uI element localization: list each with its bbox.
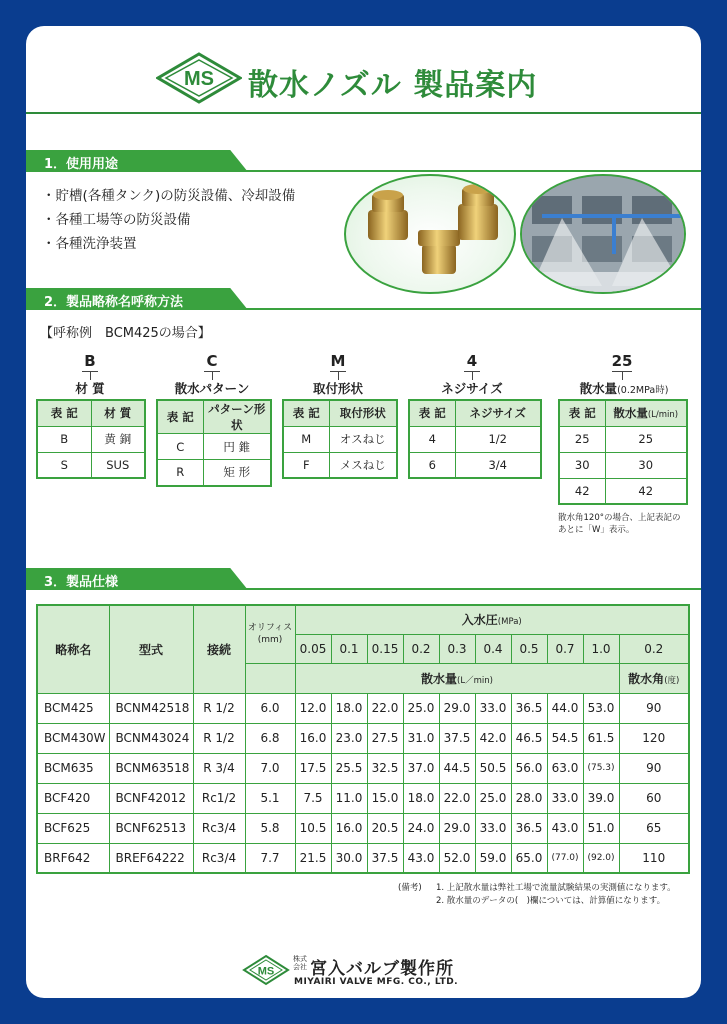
code-letter-material: B [84,352,96,370]
footer-ms-logo-icon [242,954,290,986]
table-row [37,723,689,753]
table-cell: 16.0 [295,723,331,753]
col-pressure: 入水圧(MPa) [295,605,689,634]
table-cell: 20.5 [367,813,403,843]
code-caption-flow: 散水量(0.2MPa時) [579,381,669,396]
table-cell: 51.0 [583,813,619,843]
table-cell: BCNM43024 [109,723,193,753]
table-cell: 61.5 [583,723,619,753]
ms-logo-icon [156,52,242,104]
table-cell: 18.0 [403,783,439,813]
remarks-label: (備考) [398,883,422,893]
footer-kabushiki: 株式会社 [293,955,307,971]
table-row [37,693,689,723]
code-letter-mount: M [330,352,346,370]
table-cell: 90 [619,693,689,723]
section1-label: 1．使用用途 [44,157,119,172]
table-cell: 22.0 [439,783,475,813]
section2-label: 2．製品略称名呼称方法 [44,295,184,310]
code-caption-material: 材 質 [75,381,105,396]
section3-header [26,568,701,590]
table-cell: Rc1/2 [193,783,245,813]
table-cell: 32.5 [367,753,403,783]
brochure-sheet [26,26,701,998]
code-letter-thread: 4 [466,352,478,370]
table-row [37,753,689,783]
thread-table: 表 記 ネジサイズ 4 1/2 6 3/4 [408,399,542,479]
table-cell: BCNF62513 [109,813,193,843]
table-cell: 37.5 [439,723,475,753]
code-letter-flow: 25 [611,352,633,370]
table-row [37,813,689,843]
table-cell: 29.0 [439,693,475,723]
table-row: R 矩 形 [157,460,271,486]
table-cell: Rc3/4 [193,813,245,843]
table-cell: 56.0 [511,753,547,783]
table-row: 25 25 [559,426,687,452]
uses-list [42,184,295,256]
table-cell: 27.5 [367,723,403,753]
use-item: ・ 各種洗浄装置 [42,232,295,256]
title-divider [26,112,701,114]
col-conn: 接続 [193,605,245,693]
section2-header [26,288,701,310]
table-cell: 50.5 [475,753,511,783]
table-row: S SUS [37,452,145,478]
logo-text: MS [184,68,214,90]
table-cell: 65 [619,813,689,843]
pattern-table: 表 記 パターン形状 C 円 錐 R 矩 形 [156,399,272,487]
table-cell: 21.5 [295,843,331,873]
table-cell: BCNM42518 [109,693,193,723]
table-cell: 15.0 [367,783,403,813]
table-cell: 53.0 [583,693,619,723]
section1-header [26,150,701,172]
table-cell: BRF642 [37,843,109,873]
table-cell: 25.0 [475,783,511,813]
code-caption-pattern: 散水パターン [174,381,250,396]
use-item: ・ 各種工場等の防災設備 [42,208,295,232]
brass-nozzle-icon [346,176,516,294]
table-cell: 43.0 [403,843,439,873]
col-name: 略称名 [37,605,109,693]
table-cell: 43.0 [547,813,583,843]
table-cell: 6.8 [245,723,295,753]
footer-company-ja: 宮入バルブ製作所 [310,959,454,979]
table-cell: BCNF42012 [109,783,193,813]
remark-1: 1. 上記散水量は弊社工場で流量試験結果の実測値になります。 [436,883,676,893]
mount-table: 表 記 取付形状 M オスねじ F メスねじ [282,399,398,479]
remark-2: 2. 散水量のデータの( )欄については、計算値になります。 [436,896,666,906]
table-cell: 36.5 [511,813,547,843]
table-cell: 25.5 [331,753,367,783]
table-cell: 37.0 [403,753,439,783]
table-cell: 5.8 [245,813,295,843]
col-angle: 散水角(度) [619,663,689,693]
table-cell: 44.0 [547,693,583,723]
table-cell: (92.0) [583,843,619,873]
table-cell: 6.0 [245,693,295,723]
table-cell: 30.0 [331,843,367,873]
table-row: B 黄 銅 [37,426,145,452]
table-cell: 18.0 [331,693,367,723]
col-model: 型式 [109,605,193,693]
table-cell: 12.0 [295,693,331,723]
table-cell: R 1/2 [193,723,245,753]
table-row: M オスねじ [283,426,397,452]
table-cell: 60 [619,783,689,813]
flow-table: 表 記 散水量(L/min) 25 25 30 30 42 42 [558,399,688,505]
table-cell: R 1/2 [193,693,245,723]
table-cell: 39.0 [583,783,619,813]
table-cell: 25.0 [403,693,439,723]
table-cell: 52.0 [439,843,475,873]
use-item: ・ 貯槽(各種タンク)の防災設備、冷却設備 [42,184,295,208]
table-cell: 44.5 [439,753,475,783]
table-row: 6 3/4 [409,452,541,478]
table-cell: 59.0 [475,843,511,873]
table-row: C 円 錐 [157,434,271,460]
table-cell: BCF420 [37,783,109,813]
table-cell: 7.0 [245,753,295,783]
table-cell: 90 [619,753,689,783]
code-letter-pattern: C [206,352,218,370]
footer-company-en: MIYAIRI VALVE MFG. CO., LTD. [294,977,459,987]
material-table: 表 記 材 質 B 黄 銅 S SUS [36,399,146,479]
table-cell: (77.0) [547,843,583,873]
table-cell: 10.5 [295,813,331,843]
col-flow: 散水量(L／min) [295,663,619,693]
table-cell: Rc3/4 [193,843,245,873]
table-cell: 7.7 [245,843,295,873]
table-row: 42 42 [559,478,687,504]
table-cell: 5.1 [245,783,295,813]
page-title: 散水ノズル 製品案内 [248,68,538,103]
table-cell: 36.5 [511,693,547,723]
table-cell: 33.0 [475,693,511,723]
table-cell: 7.5 [295,783,331,813]
code-caption-thread: ネジサイズ [441,381,503,396]
table-cell: 31.0 [403,723,439,753]
table-cell: 65.0 [511,843,547,873]
spec-table: 略称名 型式 接続 オリフィス (mm) 入水圧(MPa) 0.05 0.1 0.15 0.2 0.3 0.4 0.5 0.7 1.0 0.2 散水量(L／min) 散水角(度) BCM425 BCNM42518 R 1/2 6.0 12.0 18.0 22.0 25.0 29.0 33.0 36.5 44.0 53.0 90 BCM430W BCNM43024 R 1/2 6.8 16.0 23.0 27.5 31.0 37.5 42.0 46.5 54.5 61.5 120 BCM635 BCNM63518 R 3/4 7.0 17.5 25.5 32.5 37.0 44.5 50.5 56.0 63.0 (75.3) 90 BCF420 BCNF42012 Rc1/2 5.1 7.5 11.0 15.0 18.0 22.0 25.0 28.0 33.0 39.0 60 BCF625 BCNF62513 Rc3/4 5.8 10.5 16.0 20.5 24.0 29.0 33.0 36.5 43.0 51.0 65 BRF642 BREF64222 Rc3/4 7.7 21.5 30.0 37.5 43.0 52.0 59.0 65.0 (77.0) (92.0) 110 [36,604,690,874]
table-cell: 46.5 [511,723,547,753]
table-cell: 54.5 [547,723,583,753]
table-row: 30 30 [559,452,687,478]
table-cell: 28.0 [511,783,547,813]
angle-note: 散水角120°の場合、上記表記の あとに「W」表示。 [558,513,681,535]
table-row: F メスねじ [283,452,397,478]
table-row [37,843,689,873]
table-cell: 11.0 [331,783,367,813]
table-row: 4 1/2 [409,426,541,452]
table-cell: BCNM63518 [109,753,193,783]
installation-photo [520,174,686,294]
table-cell: 22.0 [367,693,403,723]
table-cell: 29.0 [439,813,475,843]
spec-body [37,693,689,873]
table-cell: BCM635 [37,753,109,783]
spray-scene-icon [522,176,686,294]
col-orifice: オリフィス (mm) [245,605,295,663]
table-cell: BCF625 [37,813,109,843]
table-cell: 16.0 [331,813,367,843]
section3-label: 3．製品仕様 [44,575,119,590]
table-cell: 37.5 [367,843,403,873]
table-cell: 63.0 [547,753,583,783]
table-cell: 17.5 [295,753,331,783]
table-cell: R 3/4 [193,753,245,783]
table-cell: 33.0 [547,783,583,813]
table-cell: 24.0 [403,813,439,843]
table-cell: 110 [619,843,689,873]
footer-logo-text: MS [257,965,275,978]
table-cell: BCM425 [37,693,109,723]
table-cell: BREF64222 [109,843,193,873]
table-cell: 23.0 [331,723,367,753]
table-cell: 33.0 [475,813,511,843]
table-cell: BCM430W [37,723,109,753]
table-cell: 120 [619,723,689,753]
table-cell: 42.0 [475,723,511,753]
table-row [37,783,689,813]
table-cell: (75.3) [583,753,619,783]
nozzle-product-photo [344,174,516,294]
naming-example: 【呼称例 BCM425の場合】 [40,326,211,341]
code-caption-mount: 取付形状 [312,381,363,396]
